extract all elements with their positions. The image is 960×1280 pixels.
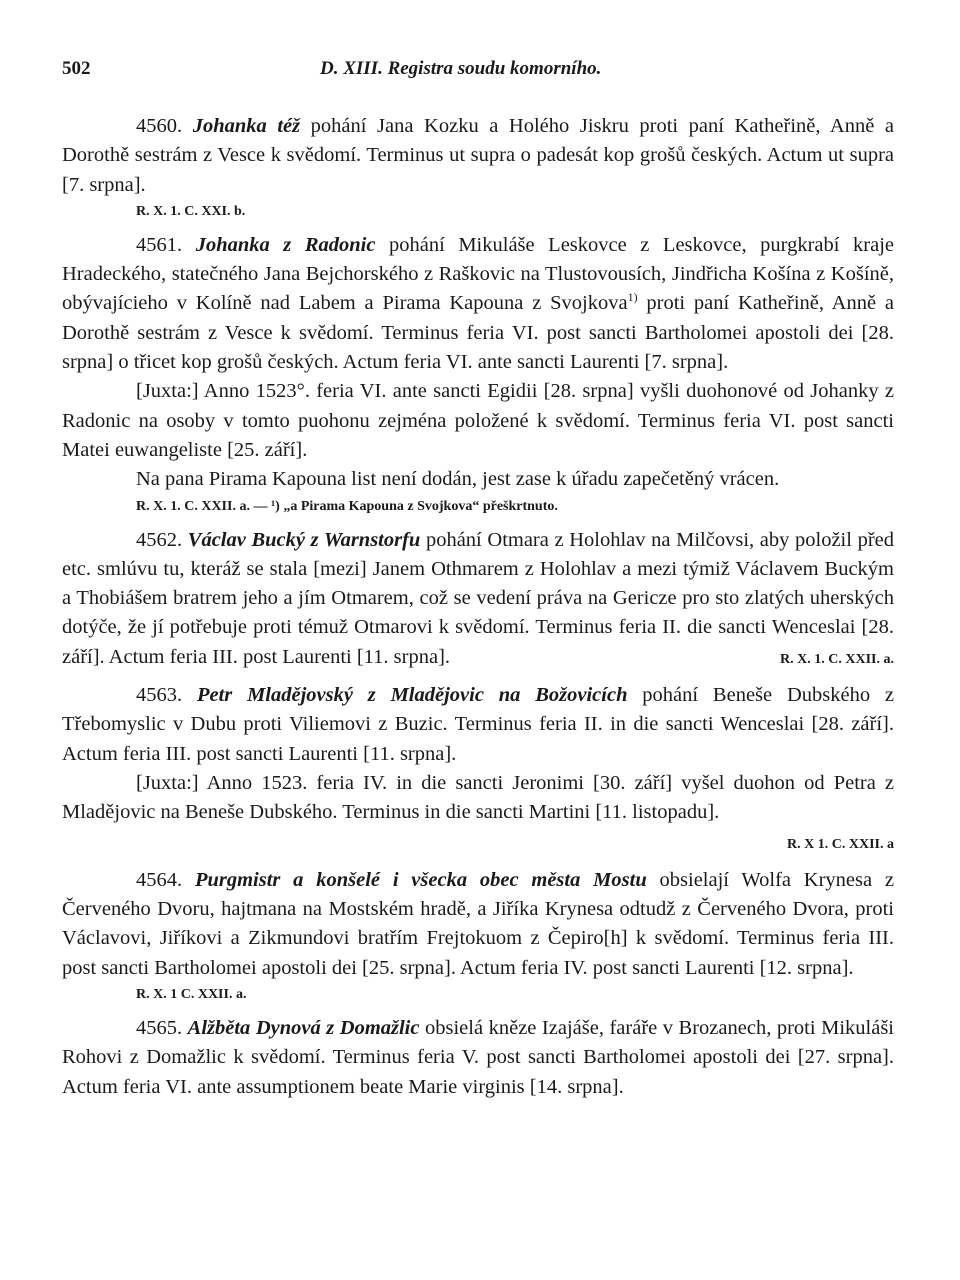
archive-signature: R. X. 1. C. XXI. b. xyxy=(136,203,246,219)
entry-number: 4560. xyxy=(136,115,183,137)
footnote-text: — ¹) „a Pirama Kapouna z Svojkova“ přeškrtnuto. xyxy=(253,498,558,514)
page-number: 502 xyxy=(62,58,91,79)
juxta-paragraph xyxy=(62,769,894,852)
entry-4562 xyxy=(62,526,894,674)
entry-4560 xyxy=(62,112,894,224)
entry-paragraph xyxy=(62,112,894,200)
entry-text: pohání Otmara z Holohlav na Milčovsi, aby položil před etc. smlúvu tu, kteráž se stala [mezi] Janem Othmarem z Holohlav a mezi týmiž Václavem Buckým a Thobiášem bratrem jeho a jím Otmarem, což se vedení práva na Gericze pro sto zlatých uherských dotýče, že jí potřebuje proti témuž Otmarovi k svědomí. Terminus feria II. die sancti Wenceslai [28. září]. Actum feria III. post Laurenti [11. srpna]. xyxy=(62,528,895,668)
entry-number: 4562. xyxy=(136,528,183,551)
party-name: Purgmistr a konšelé i všecka obec města Mostu xyxy=(194,868,647,891)
entry-4564 xyxy=(62,866,894,1007)
archive-signature: R. X. 1. C. XXII. a. xyxy=(136,498,250,514)
party-name: Václav Bucký z Warnstorfu xyxy=(187,528,421,551)
entry-text: pohání Beneše Dubského z Třebomyslic v Dubu proti Viliemovi z Buzic. Terminus feria II. in die sancti Wenceslai [28. září]. Actum feria III. post sancti Laurenti [11. srpna]. xyxy=(62,684,894,765)
party-name: Alžběta Dynová z Domažlic xyxy=(187,1017,420,1040)
entry-text: obsielají Wolfa Krynesa z Červeného Dvoru, hajtmana na Mostském hradě, a Jiříka Krynesa odtudž z Červeného Dvora, proti Václavovi, Jiříkovi a Zikmundovi bratřím Frejtokuom z Čepiro[h] k svědomí. Terminus feria III. post sancti Bartholomei apostoli dei [25. srpna]. Actum feria IV. post sancti Laurenti [12. srpna]. xyxy=(62,868,895,979)
entry-paragraph xyxy=(62,681,894,769)
page-content xyxy=(62,112,894,1109)
entry-paragraph xyxy=(62,1014,894,1102)
entry-number: 4563. xyxy=(136,684,183,707)
entry-number: 4564. xyxy=(136,868,183,891)
entry-paragraph xyxy=(62,866,894,983)
entry-text-continued: proti paní Katheřině, Anně a Dorothě sestrám z Vesce k svědomí. Terminus feria VI. post sancti Bartholomei apostoli dei [28. srpna] o třicet kop grošů českých. Actum feria VI. ante sancti Laurenti [7. srpna]. xyxy=(62,292,895,374)
note-paragraph: Na pana Pirama Kapouna list není dodán, jest zase k úřadu zapečetěný vrácen. xyxy=(136,468,780,491)
entry-text: obsielá kněze Izajáše, faráře v Brozanech, proti Mikuláši Rohovi z Domažlic k svědomí. Terminus feria V. post sancti Bartholomei apostoli dei [27. srpna]. Actum feria VI. ante assumptionem beate Marie virginis [14. srpna]. xyxy=(62,1017,894,1098)
signature-and-footnote xyxy=(136,495,894,519)
entry-4563 xyxy=(62,681,894,859)
entry-4561 xyxy=(62,231,894,519)
entry-paragraph xyxy=(62,526,894,672)
juxta-paragraph: [Juxta:] Anno 1523°. feria VI. ante sancti Egidii [28. srpna] vyšli duohonové od Johanky z Radonic na osoby v tomto puohonu zejména položené k svědomí. Terminus feria VI. post sancti Matei euwangeliste [25. září]. xyxy=(62,380,894,461)
entry-text: pohání Jana Kozku a Holého Jiskru proti paní Katheřině, Anně a Dorothě sestrám z Vesce k svědomí. Terminus ut supra o padesát kop grošů českých. Actum ut supra [7. srpna]. xyxy=(62,115,895,196)
archive-signature: R. X. 1. C. XXII. a. xyxy=(780,651,894,667)
archive-signature: R. X 1. C. XXII. a xyxy=(787,836,894,852)
entry-number: 4561. xyxy=(136,233,183,256)
page-header xyxy=(62,58,894,88)
entry-4565 xyxy=(62,1014,894,1102)
archive-signature: R. X. 1 C. XXII. a. xyxy=(136,987,247,1003)
juxta-text: [Juxta:] Anno 1523. feria IV. in die sancti Jeronimi [30. září] vyšel duohon od Petra z Mladějovic na Beneše Dubského. Terminus in die sancti Martini [11. listopadu]. xyxy=(62,771,894,824)
running-title: D. XIII. Registra soudu komorního. xyxy=(320,58,602,79)
footnote-reference: 1) xyxy=(627,290,638,305)
party-name: Johanka též xyxy=(192,115,301,137)
entry-text: pohání Mikuláše Leskovce z Leskovce, purgkrabí kraje Hradeckého, statečného Jana Bejchorského z Raškovic na Tlustovousích, Jindřicha Košína z Košíně, obývajícieho v Kolíně nad Labem a Pirama Kapouna z Svojkova xyxy=(62,233,894,315)
party-name: Petr Mladějovský z Mladějovic na Božovicích xyxy=(196,684,628,707)
entry-paragraph xyxy=(62,231,894,377)
entry-number: 4565. xyxy=(136,1017,183,1040)
party-name: Johanka z Radonic xyxy=(195,233,376,256)
